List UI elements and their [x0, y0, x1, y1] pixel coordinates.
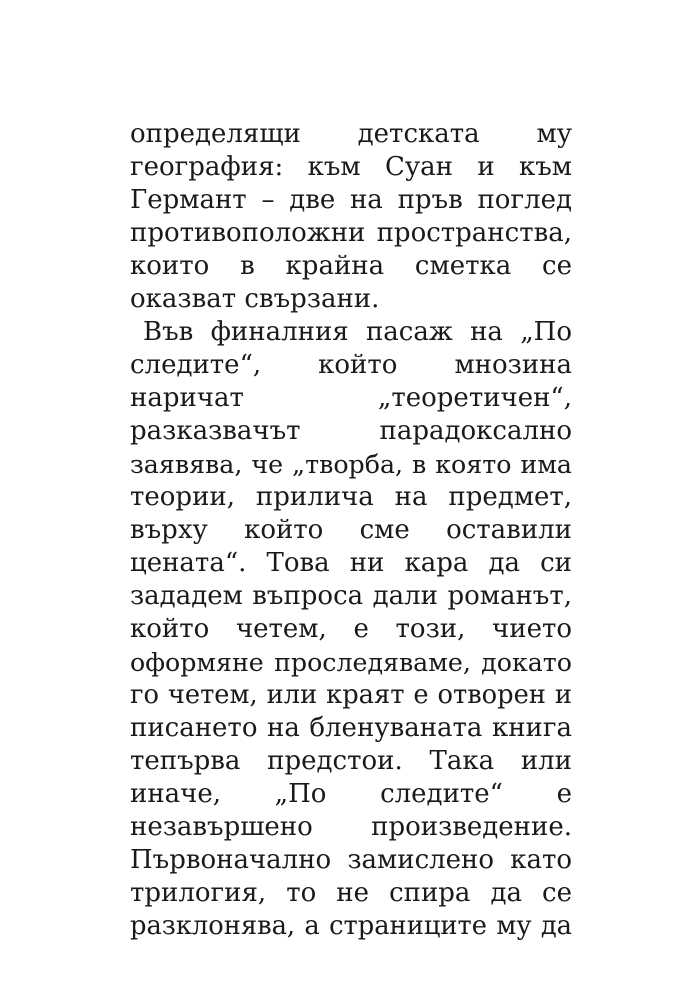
text-line: заявява, че „творба, в която има [130, 450, 572, 479]
text-line: наричат „теоретичен“, [130, 383, 572, 413]
text-line: трилогия, то не спира да се [130, 878, 572, 908]
text-line: оформяне проследяваме, докато [130, 648, 572, 677]
text-line: незавършено произведение. [130, 812, 572, 842]
paragraph [130, 118, 572, 316]
text-line: оказват свързани. [130, 284, 380, 314]
text-line: следите“, който мнозина [130, 350, 572, 380]
text-line: разклонява, а страниците му да [130, 911, 572, 941]
text-line: зададем въпроса дали романът, [130, 581, 572, 611]
text-line: Германт – две на пръв поглед [130, 185, 572, 215]
text-line: иначе, „По следите“ е [130, 779, 572, 809]
text-line: тепърва предстои. Така или [130, 746, 572, 776]
text-column [130, 118, 572, 943]
text-line: теории, прилича на предмет, [130, 482, 572, 512]
text-line: разказвачът парадоксално [130, 416, 572, 446]
text-line: определящи детската му [130, 119, 572, 149]
text-line: Във финалния пасаж на „По [143, 317, 572, 347]
text-line: върху който сме оставили [130, 515, 572, 545]
text-line: Първоначално замислено като [130, 845, 572, 875]
text-line: го четем, или краят е отворен и [130, 680, 572, 710]
text-line: география: към Суан и към [130, 152, 572, 182]
text-line: писането на бленуваната книга [130, 713, 572, 743]
text-line: които в крайна сметка се [130, 251, 572, 281]
paragraph [130, 316, 572, 943]
text-line: който четем, е този, чието [130, 614, 572, 644]
text-line: противоположни пространства, [130, 218, 572, 248]
text-line: цената“. Това ни кара да си [130, 548, 572, 578]
